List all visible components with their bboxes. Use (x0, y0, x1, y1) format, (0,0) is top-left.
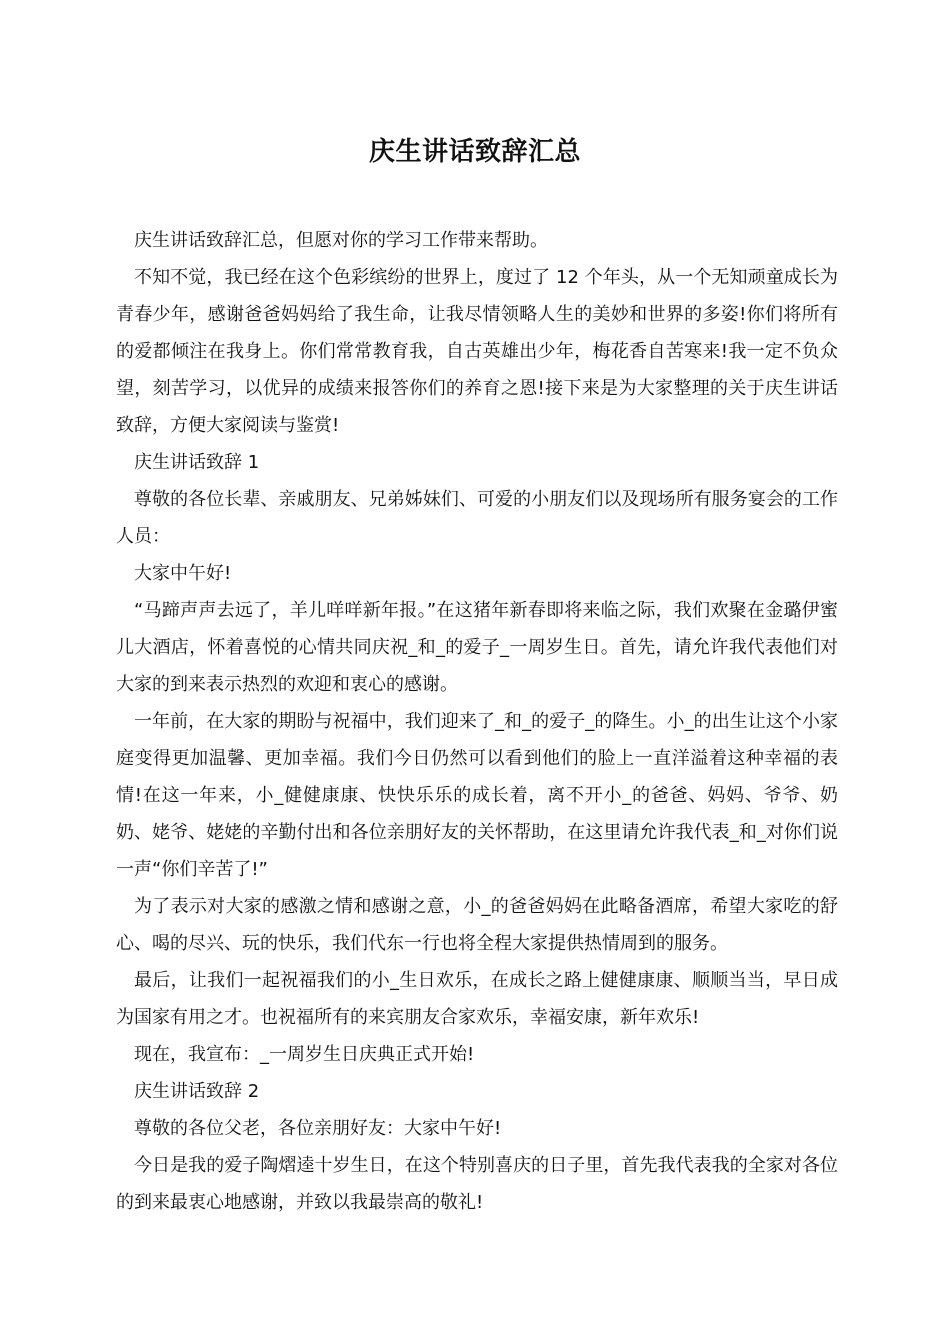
speech-paragraph: 一年前，在大家的期盼与祝福中，我们迎来了_和_的爱子_的降生。小_的出生让这个小家庭变得更加温馨、更加幸福。我们今日仍然可以看到他们的脸上一直洋溢着这种幸福的表情!在这一年来，小_健健康康、快快乐乐的成长着，离不开小_的爸爸、妈妈、爷爷、奶奶、姥爷、姥姥的辛勤付出和各位亲朋好友的关怀帮助，在这里请允许我代表_和_对你们说一声“你们辛苦了!” (116, 711, 838, 880)
speech-paragraph: “马蹄声声去远了，羊儿咩咩新年报。”在这猪年新春即将来临之际，我们欢聚在金璐伊蜜儿大酒店，怀着喜悦的心情共同庆祝_和_的爱子_一周岁生日。首先，请允许我代表他们对大家的到来表示热烈的欢迎和衷心的感谢。 (116, 600, 838, 695)
document-title: 庆生讲话致辞汇总 (368, 137, 581, 167)
intro-paragraph: 庆生讲话致辞汇总，但愿对你的学习工作带来帮助。 (134, 230, 548, 251)
speech-paragraph: 为了表示对大家的感激之情和感谢之意，小_的爸爸妈妈在此略备酒席，希望大家吃的舒心、喝的尽兴、玩的快乐，我们代东一行也将全程大家提供热情周到的服务。 (116, 896, 838, 954)
announcement-paragraph: 现在，我宣布：_一周岁生日庆典正式开始! (134, 1044, 475, 1065)
preface-paragraph: 不知不觉，我已经在这个色彩缤纷的世界上，度过了 12 个年头，从一个无知顽童成长为青春少年，感谢爸爸妈妈给了我生命，让我尽情领略人生的美妙和世界的多姿!你们将所有的爱都倾注在我身上。你们常常教育我，自古英雄出少年，梅花香自苦寒来!我一定不负众望，刻苦学习，以优异的成绩来报答你们的养育之恩!接下来是为大家整理的关于庆生讲话致辞，方便大家阅读与鉴赏! (116, 267, 838, 436)
document-body (116, 222, 838, 1221)
section-heading-1: 庆生讲话致辞 1 (134, 452, 260, 473)
speech-paragraph: 今日是我的爱子陶熠逵十岁生日，在这个特别喜庆的日子里，首先我代表我的全家对各位的到来最衷心地感谢，并致以我最崇高的敬礼! (116, 1155, 838, 1213)
section-heading-2: 庆生讲话致辞 2 (134, 1081, 260, 1102)
greeting-paragraph: 大家中午好! (134, 563, 232, 584)
salutation-paragraph: 尊敬的各位长辈、亲戚朋友、兄弟姊妹们、可爱的小朋友们以及现场所有服务宴会的工作人员： (116, 489, 838, 547)
salutation-paragraph: 尊敬的各位父老，各位亲朋好友：大家中午好! (134, 1118, 502, 1139)
speech-paragraph: 最后，让我们一起祝福我们的小_生日欢乐，在成长之路上健健康康、顺顺当当，早日成为国家有用之才。也祝福所有的来宾朋友合家欢乐，幸福安康，新年欢乐! (116, 970, 838, 1028)
